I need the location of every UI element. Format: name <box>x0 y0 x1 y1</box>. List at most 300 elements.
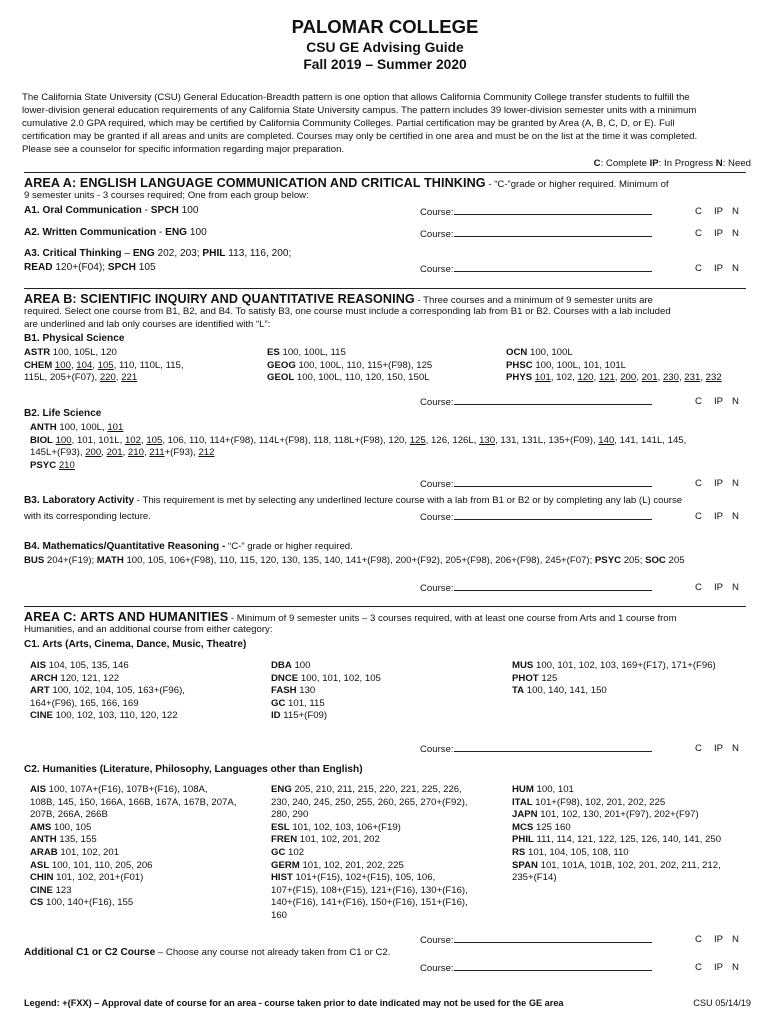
course-numbers: 115+(F09) <box>280 710 328 722</box>
b4-note: “C-” grade or higher required. <box>225 541 353 552</box>
course-list-item <box>512 673 716 686</box>
course-numbers: 100, 101 <box>533 784 574 795</box>
status-c[interactable]: C <box>695 743 702 754</box>
a3-read: READ <box>24 262 53 273</box>
course-list-item <box>30 710 185 723</box>
status-ip[interactable]: IP <box>714 743 724 754</box>
biol-seg-5: , 106, 110, 114+(F98), 114L+(F98), 118, 118L+(F98), 120, <box>162 434 410 446</box>
area-c-divider <box>24 606 746 607</box>
b3-course-field[interactable] <box>454 511 652 520</box>
course-list-item <box>30 872 236 885</box>
key-inprogress-code: IP <box>649 158 659 169</box>
course-label: Course: <box>420 264 454 275</box>
phsc-nums: 100, 100L, 101, 101L <box>532 359 627 371</box>
course-numbers: 120, 121, 122 <box>57 672 120 684</box>
course-list-item <box>512 685 716 698</box>
dept-astr: ASTR <box>24 347 51 358</box>
biol-210: 210 <box>127 447 144 459</box>
course-list-item <box>30 822 236 835</box>
biol-201: 201 <box>106 447 123 459</box>
a3-phil: PHIL <box>202 248 226 259</box>
course-list-item <box>271 685 381 698</box>
status-n[interactable]: N <box>732 396 739 407</box>
a3-dash: – <box>121 248 133 259</box>
course-list-item <box>271 797 468 810</box>
status-ip[interactable]: IP <box>714 962 724 973</box>
additional-course-field[interactable] <box>454 962 652 971</box>
dept-code: ART <box>30 685 50 697</box>
geol-nums: 100, 100L, 110, 120, 150, 150L <box>294 372 430 384</box>
course-numbers: 101, 102, 103, 106+(F19) <box>289 821 401 833</box>
intro-line-5: Please see a counselor for specific information regarding major preparation. <box>22 144 345 155</box>
a3-spch: SPCH <box>107 262 136 273</box>
a3-row <box>24 248 291 259</box>
b1-col-1: ASTR 100, 105L, 120 CHEM 100, 104, 105, 110, 110L, 115, 115L, 205+(F07), 220, 221 <box>24 347 184 384</box>
dept-code: FREN <box>271 834 298 846</box>
course-list-item <box>271 897 468 910</box>
astr-nums: 100, 105L, 120 <box>50 347 117 358</box>
course-list-item <box>271 660 381 673</box>
course-numbers: 104, 105, 135, 146 <box>46 660 129 671</box>
status-ip[interactable]: IP <box>714 206 724 217</box>
b2-label: B2. Life Science <box>24 408 102 419</box>
a2-dept: ENG <box>165 227 188 238</box>
biol-125: 125 <box>409 434 426 446</box>
biol-200: 200 <box>85 447 102 459</box>
key-inprogress-text: : In Progress <box>658 158 716 169</box>
course-label: Course: <box>420 397 454 408</box>
course-list-item <box>30 685 185 698</box>
course-list-item <box>30 673 185 686</box>
dept-es: ES <box>267 347 280 358</box>
a1-label: A1. Oral Communication <box>24 205 142 216</box>
course-list-item <box>271 710 381 723</box>
a1-dept: SPCH <box>150 205 179 216</box>
c2-course-entry <box>420 934 652 946</box>
c2-col-3 <box>512 784 721 885</box>
course-numbers: 101+(F15), 102+(F15), 105, 106, <box>292 872 436 884</box>
course-list-item <box>512 847 721 860</box>
b1-status <box>695 396 739 407</box>
c1-col-3 <box>512 660 716 698</box>
course-numbers: 125 <box>538 672 558 684</box>
dept-code: ARAB <box>30 846 58 858</box>
a1-row <box>24 205 198 216</box>
course-numbers: 100, 102, 103, 110, 120, 122 <box>52 710 178 722</box>
intro-line-3: cumulative 2.0 GPA required, which may be certified by California Community Colleges. Partial certification may be granted by Area (A, B, C, D, or E). Full <box>22 118 675 129</box>
additional-course-label: Additional C1 or C2 Course <box>24 947 156 958</box>
area-b-note-3: are underlined and lab only courses are identified with “L”: <box>24 319 271 330</box>
a3-course-entry <box>420 263 652 275</box>
a3-eng: ENG <box>132 248 155 259</box>
dept-code: AIS <box>30 660 46 671</box>
course-list-item <box>30 797 236 810</box>
course-list-item <box>271 910 468 923</box>
college-title: PALOMAR COLLEGE <box>291 16 479 37</box>
course-list-item <box>271 784 468 797</box>
status-c[interactable]: C <box>695 396 702 407</box>
a2-status <box>695 228 739 239</box>
biol-211: 211 <box>149 447 165 459</box>
dept-chem: CHEM <box>24 359 53 371</box>
course-numbers: 164+(F96), 165, 166, 169 <box>30 697 139 709</box>
dept-code: AMS <box>30 821 52 833</box>
a3-spch-nums: 105 <box>135 262 156 273</box>
status-c[interactable]: C <box>695 511 702 522</box>
dept-code: GC <box>271 697 286 709</box>
course-numbers: 100 <box>291 660 311 671</box>
area-a-note: - “C-”grade or higher required. Minimum of <box>485 179 669 190</box>
dept-geog: GEOG <box>267 359 296 371</box>
dept-code: GERM <box>271 859 300 871</box>
course-label: Course: <box>420 744 454 755</box>
a1-sep: - <box>141 205 151 216</box>
chem-rest: , 110, 110L, 115, <box>113 359 184 371</box>
course-numbers: 235+(F14) <box>512 872 557 884</box>
anth-101: 101 <box>107 422 124 433</box>
status-c[interactable]: C <box>695 263 702 274</box>
status-n[interactable]: N <box>732 228 739 239</box>
course-numbers: 135, 155 <box>56 834 97 846</box>
course-list-item <box>512 822 721 835</box>
a3-eng-nums: 202, 203; <box>154 248 203 259</box>
course-list-item <box>271 809 468 822</box>
key-need-code: N <box>715 158 723 169</box>
dept-code: ITAL <box>512 796 533 808</box>
chem-221: 221 <box>121 372 138 384</box>
phys-231: 231 <box>684 372 701 384</box>
biol-seg-2: , 101, 101L, <box>71 434 125 446</box>
dept-code: TA <box>512 685 525 697</box>
a3-row-2 <box>24 262 156 273</box>
dept-code: HIST <box>271 872 293 884</box>
key-complete-code: C <box>593 158 601 169</box>
course-numbers: 102 <box>285 846 305 858</box>
status-c[interactable]: C <box>695 228 702 239</box>
a3-status <box>695 263 739 274</box>
dept-code: MUS <box>512 660 534 671</box>
course-list-item <box>512 660 716 673</box>
area-c-note: - Minimum of 9 semester units – 3 courses required, with at least one course from Arts and 1 course from <box>228 613 677 624</box>
course-numbers: 160 <box>271 909 288 921</box>
dept-biol: BIOL <box>30 434 53 446</box>
c2-label: C2. Humanities (Literature, Philosophy, Languages other than English) <box>24 764 363 775</box>
b1-col-3: OCN 100, 100L PHSC 100, 100L, 101, 101L PHYS 101, 102, 120, 121, 200, 201, 230, 231, 232 <box>506 347 722 384</box>
dept-bus: BUS <box>24 555 45 566</box>
course-numbers: 123 <box>52 884 72 896</box>
a2-sep: - <box>156 227 166 238</box>
course-list-item <box>512 784 721 797</box>
status-c[interactable]: C <box>695 206 702 217</box>
b2-course-entry <box>420 478 652 490</box>
status-ip[interactable]: IP <box>714 934 724 945</box>
course-list-item <box>512 797 721 810</box>
a2-course-entry <box>420 228 652 240</box>
biol-seg-9: , 131, 131L, 135+(F09), <box>495 434 599 446</box>
area-b-divider <box>24 288 746 289</box>
biol-140: 140 <box>598 434 615 446</box>
b4-course-entry <box>420 582 652 594</box>
status-ip[interactable]: IP <box>714 582 724 593</box>
course-label: Course: <box>420 583 454 594</box>
dept-code: CINE <box>30 710 53 722</box>
dept-code: ANTH <box>30 834 57 846</box>
dept-code: SPAN <box>512 859 538 871</box>
additional-course-text: – Choose any course not already taken from C1 or C2. <box>155 947 391 958</box>
dept-code: AIS <box>30 784 46 795</box>
course-numbers: 101, 115 <box>285 697 325 709</box>
chem-100: 100 <box>54 359 71 371</box>
chem-104: 104 <box>76 359 93 371</box>
chem-line2: 115L, 205+(F07), <box>24 372 100 384</box>
phys-200: 200 <box>620 372 637 384</box>
status-n[interactable]: N <box>732 962 739 973</box>
dept-code: DBA <box>271 660 292 671</box>
guide-title: CSU GE Advising Guide <box>306 40 464 55</box>
course-numbers: 101, 102, 201, 202 <box>297 834 380 846</box>
course-numbers: 205, 210, 211, 215, 220, 221, 225, 226, <box>291 784 462 795</box>
key-need-text: : Need <box>722 158 751 169</box>
course-numbers: 101, 104, 105, 108, 110 <box>525 846 629 858</box>
course-list-item <box>30 660 185 673</box>
c1-col-2 <box>271 660 381 723</box>
phys-201: 201 <box>641 372 658 384</box>
b4-status <box>695 582 739 593</box>
course-numbers: 280, 290 <box>271 809 309 821</box>
dept-geol: GEOL <box>267 372 295 384</box>
b1-col-2 <box>267 347 432 385</box>
c1-col-1 <box>30 660 185 723</box>
chem-220: 220 <box>99 372 116 384</box>
phys-232: 232 <box>705 372 722 384</box>
status-c[interactable]: C <box>695 478 702 489</box>
dept-code: GC <box>271 846 286 858</box>
course-list-item <box>30 809 236 822</box>
c1-course-entry <box>420 743 652 755</box>
c1-course-field[interactable] <box>454 743 652 752</box>
status-c[interactable]: C <box>695 582 702 593</box>
dept-phys: PHYS <box>506 372 533 384</box>
dept-code: CS <box>30 897 44 909</box>
course-numbers: 140+(F16), 141+(F16), 150+(F16), 151+(F16), <box>271 897 468 909</box>
dept-code: FASH <box>271 685 297 697</box>
course-numbers: 100, 101, 102, 105 <box>298 672 381 684</box>
a2-nums: 100 <box>187 227 207 238</box>
phys-230: 230 <box>662 372 679 384</box>
dept-math: MATH <box>96 555 124 566</box>
dept-psyc: PSYC <box>30 459 57 471</box>
bus-nums: 204+(F19); <box>44 555 97 566</box>
course-numbers: 108B, 145, 150, 166A, 166B, 167A, 167B, 207A, <box>30 796 237 808</box>
area-b-note: - Three courses and a minimum of 9 semester units are <box>414 295 653 306</box>
status-n[interactable]: N <box>732 934 739 945</box>
additional-status <box>695 962 739 973</box>
phys-102: , 102, <box>550 372 578 384</box>
psyc-210: 210 <box>58 459 75 471</box>
dept-code: ASL <box>30 859 50 871</box>
status-n[interactable]: N <box>732 511 739 522</box>
b4-course-field[interactable] <box>454 582 652 591</box>
course-label: Course: <box>420 935 454 946</box>
ocn-nums: 100, 100L <box>527 347 573 358</box>
b1-label: B1. Physical Science <box>24 333 125 344</box>
intro-line-4: certification may be granted if all areas and units are completed. Courses may only be certified in one area and must be on the list at the time it was completed. <box>22 131 698 142</box>
area-a-title: AREA A: ENGLISH LANGUAGE COMMUNICATION AND CRITICAL THINKING <box>24 176 486 190</box>
course-numbers: 100, 101, 110, 205, 206 <box>49 859 153 871</box>
dept-code: CINE <box>30 884 53 896</box>
area-c-title: AREA C: ARTS AND HUMANITIES <box>24 610 229 624</box>
course-list-item <box>271 885 468 898</box>
area-a-divider <box>24 172 746 173</box>
status-n[interactable]: N <box>732 206 739 217</box>
status-n[interactable]: N <box>732 263 739 274</box>
b3-course-entry <box>420 511 652 523</box>
a3-course-field[interactable] <box>454 263 652 272</box>
status-ip[interactable]: IP <box>714 228 724 239</box>
b2-status <box>695 478 739 489</box>
dept-code: ENG <box>271 784 292 795</box>
dept-code: PHIL <box>512 834 534 846</box>
a1-status <box>695 206 739 217</box>
course-label: Course: <box>420 512 454 523</box>
status-ip[interactable]: IP <box>714 396 724 407</box>
intro-line-1: The California State University (CSU) General Education-Breadth pattern is one option that allows California Community College transfer students to fulfill the <box>22 92 690 103</box>
biol-130: 130 <box>479 434 496 446</box>
course-list-item <box>30 885 236 898</box>
course-numbers: 101, 102, 201, 202, 225 <box>299 859 404 871</box>
phys-120: 120 <box>577 372 594 384</box>
geog-nums: 100, 100L, 110, 115+(F98), 125 <box>295 359 433 371</box>
course-numbers: 101, 102, 201+(F01) <box>53 872 144 884</box>
chem-105: 105 <box>97 359 114 371</box>
dept-code: HUM <box>512 784 534 795</box>
biol-102: 102 <box>124 434 141 446</box>
a1-course-entry <box>420 206 652 218</box>
status-key <box>594 158 751 169</box>
course-numbers: 101+(F98), 102, 201, 202, 225 <box>532 796 666 808</box>
a3-label: A3. Critical Thinking <box>24 248 122 259</box>
course-numbers: 111, 114, 121, 122, 125, 126, 140, 141, 250 <box>533 834 722 846</box>
course-numbers: 100, 105 <box>51 821 92 833</box>
a3-phil-nums: 113, 116, 200; <box>225 248 292 259</box>
status-ip[interactable]: IP <box>714 263 724 274</box>
b3-text: - This requirement is met by selecting any underlined lecture course with a lab from B1 or B2 or by completing any lab (L) course <box>134 495 683 506</box>
course-list-item <box>30 860 236 873</box>
es-nums: 100, 100L, 115 <box>279 347 346 358</box>
b3-status <box>695 511 739 522</box>
course-list-item <box>271 822 468 835</box>
dept-soc: SOC <box>645 555 666 566</box>
biol2-seg-1: 145L+(F93), <box>30 447 86 459</box>
b1-course-field[interactable] <box>454 396 652 405</box>
status-n[interactable]: N <box>732 743 739 754</box>
dept-ocn: OCN <box>506 347 528 358</box>
dept-code: ID <box>271 710 281 722</box>
math-nums: 100, 105, 106+(F98), 110, 115, 120, 130, 135, 140, 141+(F98), 200+(F92), 205+(F98), 206+(F98), 245+(F07); <box>123 555 595 566</box>
course-list-item <box>30 897 236 910</box>
phys-121: 121 <box>598 372 615 384</box>
c1-label: C1. Arts (Arts, Cinema, Dance, Music, Theatre) <box>24 639 247 650</box>
status-c[interactable]: C <box>695 962 702 973</box>
course-numbers: 107+(F15), 108+(F15), 121+(F16), 130+(F16), <box>271 884 468 896</box>
a1-course-field[interactable] <box>454 206 652 215</box>
c1-status <box>695 743 739 754</box>
soc-nums: 205 <box>665 555 685 566</box>
intro-line-2: lower-division general education requirements of any California State University campus. The pattern includes 39 lower-division semester units with a minimum <box>22 105 697 116</box>
course-list-item <box>512 860 721 873</box>
course-numbers: 230, 240, 245, 250, 255, 260, 265, 270+(F92), <box>271 796 468 808</box>
course-list-item <box>30 847 236 860</box>
course-list-item <box>512 872 721 885</box>
course-list-item <box>271 673 381 686</box>
a2-course-field[interactable] <box>454 228 652 237</box>
status-c[interactable]: C <box>695 934 702 945</box>
c2-course-field[interactable] <box>454 934 652 943</box>
status-ip[interactable]: IP <box>714 511 724 522</box>
footer-version: CSU 05/14/19 <box>693 998 751 1008</box>
b3-label: B3. Laboratory Activity <box>24 495 135 506</box>
dept-code: ARCH <box>30 672 58 684</box>
course-numbers: 125 160 <box>533 821 571 833</box>
b1-course-entry <box>420 396 652 408</box>
course-list-item <box>30 784 236 797</box>
course-list-item <box>30 834 236 847</box>
course-numbers: 101, 101A, 101B, 102, 201, 202, 211, 212, <box>537 859 721 871</box>
course-list-item <box>271 872 468 885</box>
course-list-item <box>271 860 468 873</box>
biol2-seg-6: +(F93), <box>164 447 199 459</box>
course-list-item <box>30 698 185 711</box>
course-label: Course: <box>420 229 454 240</box>
c2-col-2 <box>271 784 468 923</box>
biol-212: 212 <box>198 447 215 459</box>
area-a-note-2: 9 semester units - 3 courses required; One from each group below: <box>24 190 309 201</box>
anth-nums: 100, 100L, <box>56 422 108 433</box>
course-list-item <box>271 834 468 847</box>
a1-nums: 100 <box>178 205 199 216</box>
course-numbers: 207B, 266A, 266B <box>30 809 108 821</box>
a2-label: A2. Written Communication <box>24 227 157 238</box>
dept-code: CHIN <box>30 872 54 884</box>
biol-100: 100 <box>55 434 72 446</box>
course-list-item <box>512 809 721 822</box>
b4-label: B4. Mathematics/Quantitative Reasoning - <box>24 541 226 552</box>
course-numbers: 100, 102, 104, 105, 163+(F96), <box>49 685 185 697</box>
dept-code: PHOT <box>512 672 539 684</box>
course-numbers: 100, 140, 141, 150 <box>524 685 607 697</box>
course-label: Course: <box>420 207 454 218</box>
biol-seg-11: , 141, 141L, 145, <box>614 434 687 446</box>
b3-row <box>24 495 682 506</box>
b4-courses <box>24 555 685 566</box>
area-c-note-2: Humanities, and an additional course from either category: <box>24 624 273 635</box>
status-ip[interactable]: IP <box>714 478 724 489</box>
dept-code: MCS <box>512 821 534 833</box>
b2-course-field[interactable] <box>454 478 652 487</box>
additional-course-entry <box>420 962 652 974</box>
c2-status <box>695 934 739 945</box>
dept-phsc: PHSC <box>506 359 533 371</box>
course-list-item <box>271 698 381 711</box>
status-n[interactable]: N <box>732 582 739 593</box>
course-label: Course: <box>420 963 454 974</box>
biol-105: 105 <box>146 434 163 446</box>
status-n[interactable]: N <box>732 478 739 489</box>
b4-row <box>24 541 353 552</box>
dept-anth: ANTH <box>30 422 57 433</box>
dept-psyc-b4: PSYC <box>594 555 622 566</box>
psyc-nums-b4: 205; <box>621 555 646 566</box>
